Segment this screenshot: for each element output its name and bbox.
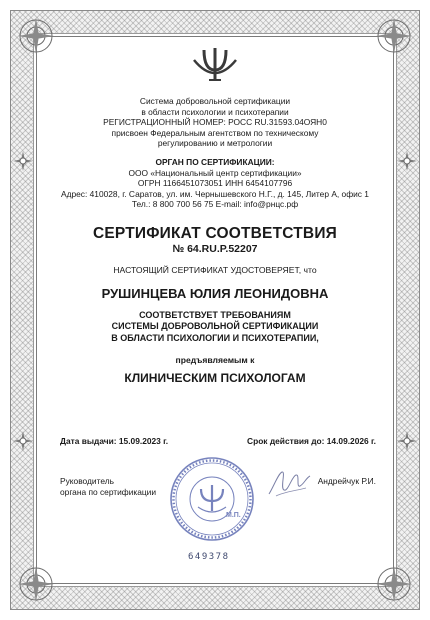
assigned-line-1: присвоен Федеральным агентством по техническому	[111, 127, 319, 138]
serial-number: 649378	[188, 552, 230, 562]
handwritten-signature	[266, 466, 312, 500]
corner-ornament-icon	[372, 562, 416, 606]
side-ornament-icon	[396, 150, 418, 172]
signatory-role	[60, 476, 156, 498]
corner-ornament-icon	[14, 14, 58, 58]
presented-to-text: предъявляемым к	[175, 355, 255, 366]
registration-number: РЕГИСТРАЦИОННЫЙ НОМЕР: РОСС RU.31593.04ОЯН0	[103, 117, 327, 128]
organ-heading: ОРГАН ПО СЕРТИФИКАЦИИ:	[155, 156, 275, 167]
requirement-line-2: СИСТЕМЫ ДОБРОВОЛЬНОЙ СЕРТИФИКАЦИИ	[111, 321, 319, 332]
side-ornament-icon	[12, 430, 34, 452]
target-group: КЛИНИЧЕСКИМ ПСИХОЛОГАМ	[124, 370, 306, 385]
corner-ornament-icon	[14, 562, 58, 606]
signatory-name: Андрейчук Р.И.	[317, 476, 376, 486]
signatory-role-line-2: органа по сертификации	[60, 487, 157, 497]
organ-name: ООО «Национальный центр сертификации»	[128, 167, 302, 178]
issue-date: Дата выдачи: 15.09.2023 г.	[60, 436, 169, 446]
organ-ogrn: ОГРН 1166451073051 ИНН 6454107796	[137, 178, 293, 189]
psi-logo-icon	[190, 46, 240, 86]
round-seal-stamp	[168, 455, 256, 543]
system-line-1: Система добровольной сертификации	[139, 96, 291, 106]
requirement-line-3: В ОБЛАСТИ ПСИХОЛОГИИ И ПСИХОТЕРАПИИ,	[111, 332, 319, 343]
holder-name: РУШИНЦЕВА ЮЛИЯ ЛЕОНИДОВНА	[101, 285, 329, 301]
side-ornament-icon	[12, 150, 34, 172]
requirement-line-1: СООТВЕТСТВУЕТ ТРЕБОВАНИЯМ	[139, 309, 291, 320]
organ-address: Адрес: 410028, г. Саратов, ул. им. Чернышевского Н.Г., д. 145, Литер А, офис 1	[61, 188, 369, 199]
stamp-label: М.П.	[226, 512, 241, 519]
system-line-2: в области психологии и психотерапии	[141, 106, 289, 117]
side-ornament-icon	[396, 430, 418, 452]
certificate-number: № 64.RU.P.52207	[172, 242, 258, 255]
valid-until-date: Срок действия до: 14.09.2026 г.	[247, 436, 376, 446]
certificate-body	[48, 96, 382, 386]
signatory-role-line-1: Руководитель	[60, 476, 114, 486]
certifies-text: НАСТОЯЩИЙ СЕРТИФИКАТ УДОСТОВЕРЯЕТ, что	[113, 264, 317, 275]
certificate-title: СЕРТИФИКАТ СООТВЕТСТВИЯ	[92, 224, 338, 242]
corner-ornament-icon	[372, 14, 416, 58]
organ-contacts: Тел.: 8 800 700 56 75 E-mail: info@рнцс.рф	[131, 199, 299, 210]
assigned-line-2: регулированию и метрологии	[157, 138, 273, 149]
